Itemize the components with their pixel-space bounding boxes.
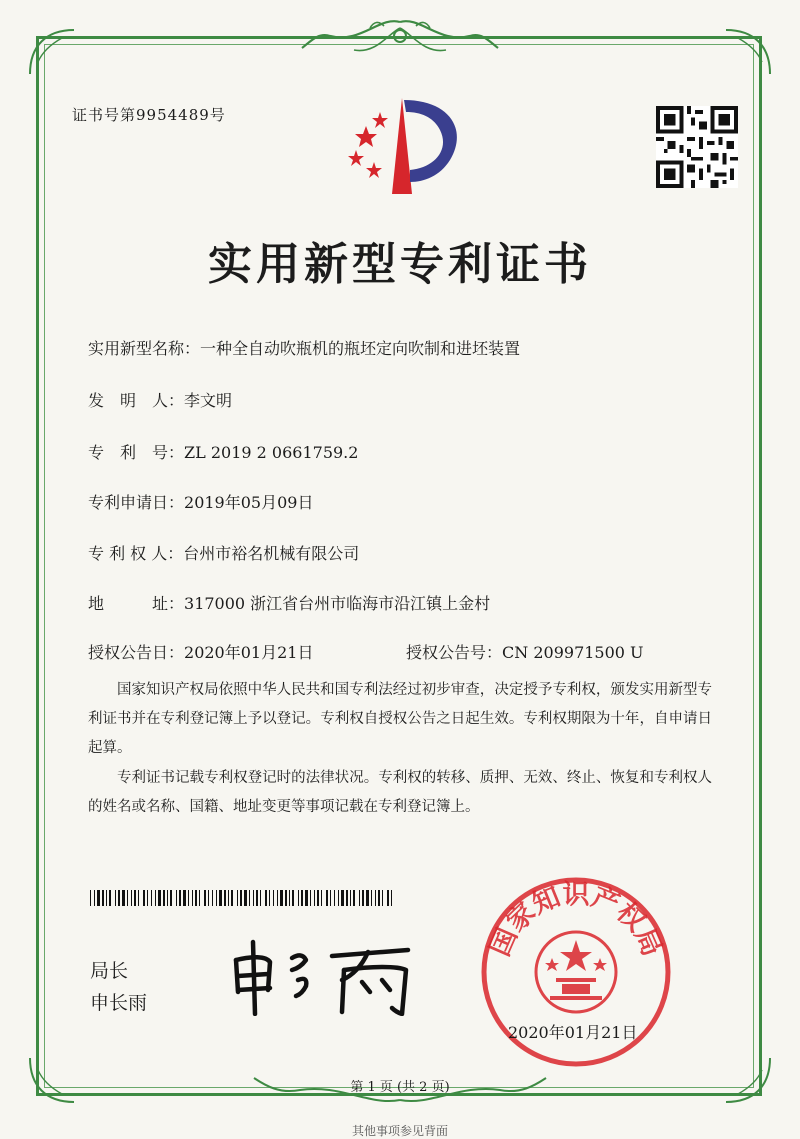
field-address-value: 317000 浙江省台州市临海市沿江镇上金村 xyxy=(184,594,491,613)
field-patentee xyxy=(88,541,359,564)
director-signature-icon xyxy=(222,930,422,1016)
field-address xyxy=(88,591,490,614)
certificate-title: 实用新型专利证书 xyxy=(208,239,592,290)
certificate-number: 证书号第9954489号 xyxy=(72,106,226,124)
field-name-label: 实用新型名称： xyxy=(88,339,201,358)
director-name: 申长雨 xyxy=(90,992,148,1014)
corner-ornament-top-left-icon xyxy=(22,22,82,82)
field-filing-date xyxy=(88,490,313,513)
field-filing-date-label: 专利申请日： xyxy=(88,493,185,512)
field-patentee-value: 台州市裕名机械有限公司 xyxy=(183,544,360,563)
qr-code-icon xyxy=(656,106,738,188)
field-patent-no-label: 专 利 号： xyxy=(88,443,185,462)
paragraph-grant: 国家知识产权局依照中华人民共和国专利法经过初步审查，决定授予专利权，颁发实用新型专利证书并在专利登记簿上予以登记。专利权自授权公告之日起生效。专利权期限为十年，自申请日起算。 xyxy=(88,682,712,756)
field-address-label: 地 址： xyxy=(88,594,185,613)
corner-ornament-top-right-icon xyxy=(718,22,778,82)
barcode-icon xyxy=(90,890,394,906)
page-number: 第 1 页 (共 2 页) xyxy=(350,1080,450,1095)
field-inventor xyxy=(88,388,232,411)
field-grant-date-label: 授权公告日： xyxy=(88,643,185,662)
field-name-value: 一种全自动吹瓶机的瓶坯定向吹制和进坯装置 xyxy=(200,339,521,358)
field-grant-date-value: 2020年01月21日 xyxy=(184,643,314,662)
field-name xyxy=(88,336,520,359)
field-grant-no xyxy=(406,640,644,663)
director-title: 局长 xyxy=(90,960,129,982)
seal-date: 2020年01月21日 xyxy=(508,1023,638,1042)
field-inventor-label: 发 明 人： xyxy=(88,391,185,410)
field-patent-no xyxy=(88,440,358,463)
top-ornament-icon xyxy=(300,14,500,64)
field-patentee-label: 专 利 权 人： xyxy=(88,544,184,563)
field-patent-no-value: ZL 2019 2 0661759.2 xyxy=(184,443,359,462)
field-grant-no-label: 授权公告号： xyxy=(406,643,503,662)
footer-note: 其他事项参见背面 xyxy=(351,1124,448,1138)
field-filing-date-value: 2019年05月09日 xyxy=(184,493,314,512)
field-grant-no-value: CN 209971500 U xyxy=(502,643,644,662)
field-grant-date xyxy=(88,640,313,663)
paragraph-legal-status: 专利证书记载专利权登记时的法律状况。专利权的转移、质押、无效、终止、恢复和专利权人的姓名或名称、国籍、地址变更等事项记载在专利登记簿上。 xyxy=(88,770,712,815)
field-inventor-value: 李文明 xyxy=(184,391,233,410)
cnipa-logo-icon xyxy=(340,90,470,200)
seal-text: 国家知识产权局 xyxy=(484,879,668,961)
